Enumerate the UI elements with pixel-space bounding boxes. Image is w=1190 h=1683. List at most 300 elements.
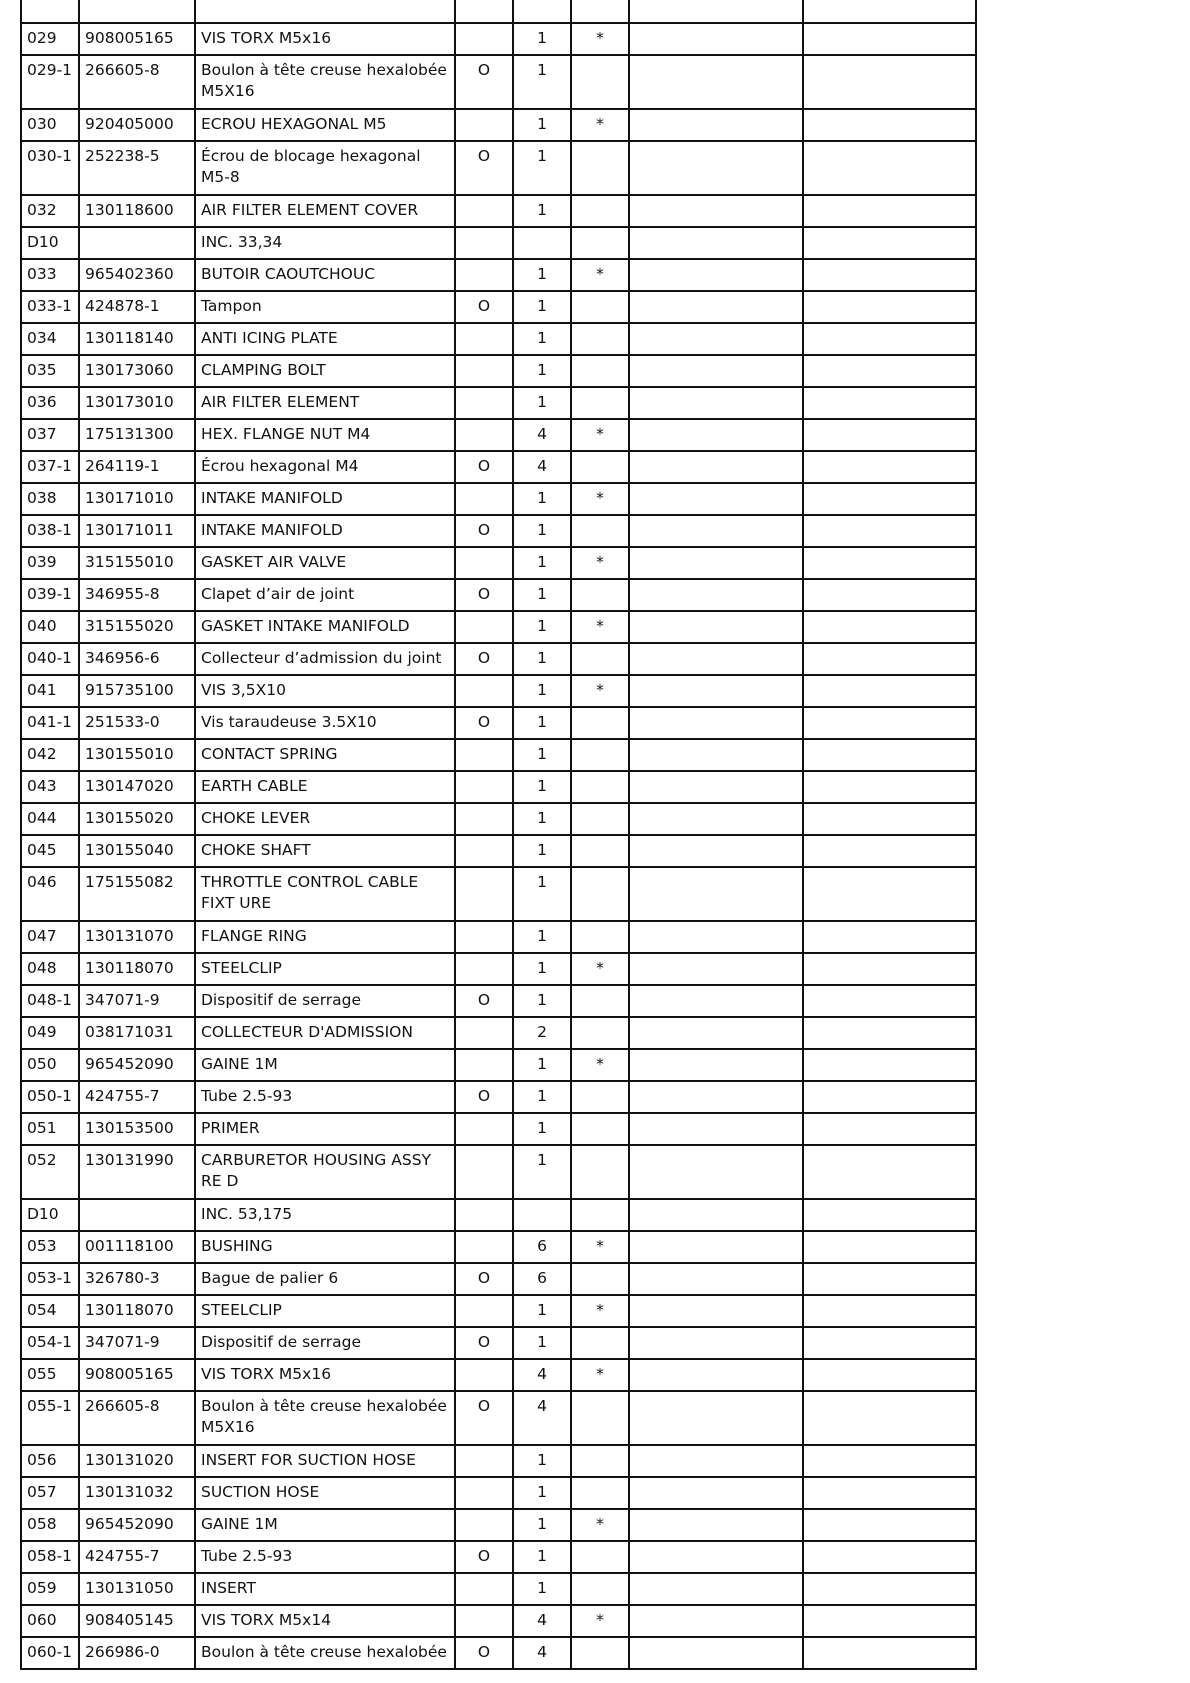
star-marker-cell <box>571 1145 629 1199</box>
star-marker-cell <box>571 1081 629 1113</box>
ref-number-cell: 046 <box>21 867 79 921</box>
empty-cell <box>803 227 976 259</box>
table-row <box>21 1145 976 1199</box>
ref-number-cell: 053-1 <box>21 1263 79 1295</box>
ref-number-cell: 038 <box>21 483 79 515</box>
ref-number-cell: 050-1 <box>21 1081 79 1113</box>
option-marker-cell <box>455 1573 513 1605</box>
table-row <box>21 1263 976 1295</box>
table-row <box>21 1231 976 1263</box>
empty-cell <box>803 355 976 387</box>
quantity-cell <box>513 227 571 259</box>
ref-number-cell: D10 <box>21 227 79 259</box>
quantity-cell: 1 <box>513 835 571 867</box>
description-cell: Dispositif de serrage <box>195 985 455 1017</box>
part-number-cell: 424755-7 <box>79 1081 195 1113</box>
ref-number-cell: 056 <box>21 1445 79 1477</box>
quantity-cell: 1 <box>513 675 571 707</box>
description-cell: Boulon à tête creuse hexalobée <box>195 1637 455 1669</box>
ref-number-cell: 036 <box>21 387 79 419</box>
option-marker-cell <box>455 803 513 835</box>
star-marker-cell <box>571 355 629 387</box>
option-marker-cell <box>455 1113 513 1145</box>
table-row <box>21 291 976 323</box>
table-row <box>21 1637 976 1669</box>
table-row <box>21 1359 976 1391</box>
star-marker-cell <box>571 141 629 195</box>
table-row <box>21 803 976 835</box>
table-row <box>21 355 976 387</box>
part-number-cell: 251533-0 <box>79 707 195 739</box>
part-number-cell: 424878-1 <box>79 291 195 323</box>
ref-number-cell: 055 <box>21 1359 79 1391</box>
empty-cell <box>803 1017 976 1049</box>
quantity-cell: 1 <box>513 985 571 1017</box>
quantity-cell: 6 <box>513 1263 571 1295</box>
empty-cell <box>629 451 803 483</box>
table-row <box>21 1327 976 1359</box>
empty-cell <box>629 1573 803 1605</box>
empty-cell <box>803 483 976 515</box>
option-marker-cell <box>455 1295 513 1327</box>
part-number-cell: 252238-5 <box>79 141 195 195</box>
ref-number-cell: 059 <box>21 1573 79 1605</box>
ref-number-cell: 058-1 <box>21 1541 79 1573</box>
star-marker-cell <box>571 985 629 1017</box>
star-marker-cell: * <box>571 109 629 141</box>
ref-number-cell: 052 <box>21 1145 79 1199</box>
ref-number-cell: 044 <box>21 803 79 835</box>
table-row <box>21 1017 976 1049</box>
table-row <box>21 1573 976 1605</box>
table-row <box>21 387 976 419</box>
description-cell: Dispositif de serrage <box>195 1327 455 1359</box>
option-marker-cell <box>455 921 513 953</box>
empty-cell <box>629 1391 803 1445</box>
quantity-cell: 1 <box>513 739 571 771</box>
star-marker-cell: * <box>571 547 629 579</box>
star-marker-cell <box>571 387 629 419</box>
option-marker-cell <box>455 227 513 259</box>
ref-number-cell: 033 <box>21 259 79 291</box>
empty-cell <box>629 835 803 867</box>
empty-cell <box>629 1113 803 1145</box>
empty-cell <box>629 23 803 55</box>
empty-cell <box>803 451 976 483</box>
empty-cell <box>629 515 803 547</box>
empty-cell <box>629 643 803 675</box>
description-cell: Écrou de blocage hexagonal M5-8 <box>195 141 455 195</box>
empty-cell <box>629 547 803 579</box>
empty-cell <box>629 1445 803 1477</box>
description-cell: STEELCLIP <box>195 953 455 985</box>
empty-cell <box>629 803 803 835</box>
empty-cell <box>803 1231 976 1263</box>
star-marker-cell <box>571 1637 629 1669</box>
ref-number-cell: 054 <box>21 1295 79 1327</box>
empty-cell <box>629 739 803 771</box>
empty-cell <box>803 323 976 355</box>
empty-cell <box>803 1359 976 1391</box>
part-number-cell: 130155020 <box>79 803 195 835</box>
star-marker-cell <box>571 1327 629 1359</box>
empty-cell <box>803 1637 976 1669</box>
quantity-cell: 1 <box>513 109 571 141</box>
option-marker-cell <box>455 953 513 985</box>
ref-number-cell: 057 <box>21 1477 79 1509</box>
table-row <box>21 579 976 611</box>
empty-cell <box>629 227 803 259</box>
part-number-cell: 908005165 <box>79 1359 195 1391</box>
table-row <box>21 515 976 547</box>
description-cell: THROTTLE CONTROL CABLE FIXT URE <box>195 867 455 921</box>
empty-cell <box>629 141 803 195</box>
star-marker-cell <box>571 1541 629 1573</box>
description-cell: CLAMPING BOLT <box>195 355 455 387</box>
empty-cell <box>803 55 976 109</box>
empty-cell <box>629 55 803 109</box>
description-cell: CONTACT SPRING <box>195 739 455 771</box>
description-cell: INC. 33,34 <box>195 227 455 259</box>
ref-number-cell: 037 <box>21 419 79 451</box>
ref-number-cell: 034 <box>21 323 79 355</box>
table-row <box>21 1295 976 1327</box>
empty-cell <box>629 921 803 953</box>
part-number-cell: 130118070 <box>79 953 195 985</box>
description-cell: SUCTION HOSE <box>195 1477 455 1509</box>
quantity-cell: 1 <box>513 867 571 921</box>
ref-number-cell: 040-1 <box>21 643 79 675</box>
empty-cell <box>803 1199 976 1231</box>
quantity-cell: 1 <box>513 611 571 643</box>
star-marker-cell <box>571 921 629 953</box>
empty-cell <box>803 867 976 921</box>
empty-cell <box>629 1295 803 1327</box>
quantity-cell: 1 <box>513 1445 571 1477</box>
description-cell: INTAKE MANIFOLD <box>195 483 455 515</box>
star-marker-cell: * <box>571 483 629 515</box>
empty-cell <box>629 355 803 387</box>
table-row <box>21 675 976 707</box>
option-marker-cell: O <box>455 1541 513 1573</box>
quantity-cell: 1 <box>513 579 571 611</box>
empty-cell <box>629 291 803 323</box>
part-number-cell: 915735100 <box>79 675 195 707</box>
empty-cell <box>629 1231 803 1263</box>
table-row <box>21 451 976 483</box>
option-marker-cell <box>455 611 513 643</box>
star-marker-cell <box>571 515 629 547</box>
table-row <box>21 1049 976 1081</box>
quantity-cell: 4 <box>513 1359 571 1391</box>
description-cell: Vis taraudeuse 3.5X10 <box>195 707 455 739</box>
description-cell: GASKET AIR VALVE <box>195 547 455 579</box>
quantity-cell: 1 <box>513 355 571 387</box>
quantity-cell <box>513 1199 571 1231</box>
part-number-cell: 130173010 <box>79 387 195 419</box>
empty-cell <box>803 1081 976 1113</box>
part-number-cell: 326780-3 <box>79 1263 195 1295</box>
table-row <box>21 1113 976 1145</box>
table-row <box>21 643 976 675</box>
option-marker-cell <box>455 1359 513 1391</box>
empty-cell <box>629 195 803 227</box>
ref-number-cell: 060-1 <box>21 1637 79 1669</box>
option-marker-cell <box>455 355 513 387</box>
ref-number-cell: 054-1 <box>21 1327 79 1359</box>
empty-cell <box>629 1263 803 1295</box>
ref-number-cell: 037-1 <box>21 451 79 483</box>
description-cell: CHOKE SHAFT <box>195 835 455 867</box>
description-cell: VIS 3,5X10 <box>195 675 455 707</box>
description-cell: Collecteur d’admission du joint <box>195 643 455 675</box>
empty-cell <box>629 323 803 355</box>
star-marker-cell: * <box>571 419 629 451</box>
ref-number-cell: 050 <box>21 1049 79 1081</box>
description-cell: INTAKE MANIFOLD <box>195 515 455 547</box>
option-marker-cell: O <box>455 515 513 547</box>
option-marker-cell: O <box>455 643 513 675</box>
empty-cell <box>803 109 976 141</box>
part-number-cell: 130171011 <box>79 515 195 547</box>
part-number-cell: 347071-9 <box>79 1327 195 1359</box>
empty-cell <box>803 675 976 707</box>
description-cell: Tampon <box>195 291 455 323</box>
ref-number-cell: 039 <box>21 547 79 579</box>
empty-cell <box>803 387 976 419</box>
table-row <box>21 1509 976 1541</box>
description-cell: HEX. FLANGE NUT M4 <box>195 419 455 451</box>
star-marker-cell <box>571 1263 629 1295</box>
quantity-cell: 1 <box>513 1327 571 1359</box>
table-row <box>21 141 976 195</box>
empty-cell <box>803 1145 976 1199</box>
empty-cell <box>803 1541 976 1573</box>
star-marker-cell: * <box>571 1359 629 1391</box>
option-marker-cell: O <box>455 1081 513 1113</box>
empty-cell <box>803 803 976 835</box>
quantity-cell: 4 <box>513 1605 571 1637</box>
table-row <box>21 1199 976 1231</box>
description-cell: CHOKE LEVER <box>195 803 455 835</box>
part-number-cell: 908005165 <box>79 23 195 55</box>
ref-number-cell: 040 <box>21 611 79 643</box>
description-cell: GAINE 1M <box>195 1509 455 1541</box>
description-cell: PRIMER <box>195 1113 455 1145</box>
empty-cell <box>803 1049 976 1081</box>
part-number-cell: 908405145 <box>79 1605 195 1637</box>
table-row <box>21 835 976 867</box>
part-number-cell: 424755-7 <box>79 1541 195 1573</box>
empty-cell <box>629 419 803 451</box>
description-cell: VIS TORX M5x16 <box>195 1359 455 1391</box>
option-marker-cell: O <box>455 1637 513 1669</box>
description-cell: BUSHING <box>195 1231 455 1263</box>
quantity-cell: 1 <box>513 291 571 323</box>
star-marker-cell: * <box>571 1509 629 1541</box>
option-marker-cell <box>455 109 513 141</box>
ref-number-cell: 030 <box>21 109 79 141</box>
option-marker-cell <box>455 675 513 707</box>
empty-cell <box>803 1605 976 1637</box>
ref-number-cell: 051 <box>21 1113 79 1145</box>
part-number-cell: 315155010 <box>79 547 195 579</box>
part-number-cell: 130155010 <box>79 739 195 771</box>
part-number-cell: 347071-9 <box>79 985 195 1017</box>
quantity-cell: 1 <box>513 643 571 675</box>
description-cell: EARTH CABLE <box>195 771 455 803</box>
empty-cell <box>629 1145 803 1199</box>
option-marker-cell <box>455 1231 513 1263</box>
table-row <box>21 483 976 515</box>
empty-cell <box>803 141 976 195</box>
part-number-cell: 264119-1 <box>79 451 195 483</box>
star-marker-cell <box>571 803 629 835</box>
description-cell: BUTOIR CAOUTCHOUC <box>195 259 455 291</box>
ref-number-cell: 029-1 <box>21 55 79 109</box>
table-row <box>21 419 976 451</box>
quantity-cell: 1 <box>513 195 571 227</box>
table-continuation-lines <box>20 0 977 22</box>
star-marker-cell <box>571 1445 629 1477</box>
description-cell: CARBURETOR HOUSING ASSY RE D <box>195 1145 455 1199</box>
part-number-cell: 130131070 <box>79 921 195 953</box>
empty-cell <box>803 739 976 771</box>
option-marker-cell <box>455 23 513 55</box>
empty-cell <box>629 1541 803 1573</box>
star-marker-cell <box>571 451 629 483</box>
part-number-cell: 038171031 <box>79 1017 195 1049</box>
option-marker-cell <box>455 1145 513 1199</box>
quantity-cell: 6 <box>513 1231 571 1263</box>
star-marker-cell <box>571 707 629 739</box>
empty-cell <box>629 1017 803 1049</box>
quantity-cell: 1 <box>513 1145 571 1199</box>
empty-cell <box>629 1049 803 1081</box>
ref-number-cell: 041 <box>21 675 79 707</box>
part-number-cell: 175155082 <box>79 867 195 921</box>
quantity-cell: 1 <box>513 1049 571 1081</box>
description-cell: Tube 2.5-93 <box>195 1081 455 1113</box>
star-marker-cell <box>571 867 629 921</box>
option-marker-cell <box>455 419 513 451</box>
table-row <box>21 55 976 109</box>
empty-cell <box>803 611 976 643</box>
quantity-cell: 1 <box>513 259 571 291</box>
ref-number-cell: 042 <box>21 739 79 771</box>
ref-number-cell: 049 <box>21 1017 79 1049</box>
empty-cell <box>803 419 976 451</box>
part-number-cell: 130131050 <box>79 1573 195 1605</box>
empty-cell <box>629 109 803 141</box>
star-marker-cell: * <box>571 953 629 985</box>
star-marker-cell <box>571 771 629 803</box>
part-number-cell: 965452090 <box>79 1509 195 1541</box>
option-marker-cell <box>455 867 513 921</box>
ref-number-cell: 053 <box>21 1231 79 1263</box>
option-marker-cell: O <box>455 1391 513 1445</box>
empty-cell <box>629 1327 803 1359</box>
star-marker-cell <box>571 1573 629 1605</box>
star-marker-cell <box>571 1017 629 1049</box>
part-number-cell: 266605-8 <box>79 1391 195 1445</box>
table-row <box>21 1081 976 1113</box>
empty-cell <box>629 771 803 803</box>
empty-cell <box>629 611 803 643</box>
ref-number-cell: 047 <box>21 921 79 953</box>
description-cell: GAINE 1M <box>195 1049 455 1081</box>
star-marker-cell: * <box>571 611 629 643</box>
star-marker-cell: * <box>571 675 629 707</box>
ref-number-cell: 060 <box>21 1605 79 1637</box>
empty-cell <box>629 1359 803 1391</box>
option-marker-cell <box>455 835 513 867</box>
option-marker-cell <box>455 259 513 291</box>
star-marker-cell <box>571 739 629 771</box>
option-marker-cell: O <box>455 141 513 195</box>
part-number-cell: 920405000 <box>79 109 195 141</box>
part-number-cell <box>79 227 195 259</box>
quantity-cell: 1 <box>513 515 571 547</box>
star-marker-cell: * <box>571 23 629 55</box>
description-cell: VIS TORX M5x16 <box>195 23 455 55</box>
star-marker-cell: * <box>571 1231 629 1263</box>
quantity-cell: 1 <box>513 707 571 739</box>
star-marker-cell <box>571 1113 629 1145</box>
empty-cell <box>803 953 976 985</box>
option-marker-cell <box>455 1605 513 1637</box>
table-row <box>21 547 976 579</box>
part-number-cell: 130147020 <box>79 771 195 803</box>
empty-cell <box>803 1391 976 1445</box>
option-marker-cell: O <box>455 707 513 739</box>
option-marker-cell <box>455 1445 513 1477</box>
description-cell: ANTI ICING PLATE <box>195 323 455 355</box>
description-cell: VIS TORX M5x14 <box>195 1605 455 1637</box>
empty-cell <box>629 1199 803 1231</box>
empty-cell <box>803 1477 976 1509</box>
star-marker-cell <box>571 1391 629 1445</box>
description-cell: Boulon à tête creuse hexalobée M5X16 <box>195 1391 455 1445</box>
empty-cell <box>803 835 976 867</box>
quantity-cell: 1 <box>513 387 571 419</box>
quantity-cell: 1 <box>513 953 571 985</box>
description-cell: ECROU HEXAGONAL M5 <box>195 109 455 141</box>
option-marker-cell: O <box>455 985 513 1017</box>
option-marker-cell <box>455 1509 513 1541</box>
empty-cell <box>629 675 803 707</box>
quantity-cell: 1 <box>513 55 571 109</box>
empty-cell <box>803 985 976 1017</box>
quantity-cell: 4 <box>513 451 571 483</box>
ref-number-cell: 038-1 <box>21 515 79 547</box>
star-marker-cell: * <box>571 259 629 291</box>
table-row <box>21 739 976 771</box>
star-marker-cell <box>571 579 629 611</box>
part-number-cell: 130131020 <box>79 1445 195 1477</box>
empty-cell <box>629 1081 803 1113</box>
ref-number-cell: 055-1 <box>21 1391 79 1445</box>
table-row <box>21 1605 976 1637</box>
empty-cell <box>803 1295 976 1327</box>
description-cell: COLLECTEUR D'ADMISSION <box>195 1017 455 1049</box>
ref-number-cell: 039-1 <box>21 579 79 611</box>
empty-cell <box>803 1573 976 1605</box>
quantity-cell: 1 <box>513 1541 571 1573</box>
option-marker-cell <box>455 323 513 355</box>
empty-cell <box>629 1637 803 1669</box>
description-cell: AIR FILTER ELEMENT <box>195 387 455 419</box>
